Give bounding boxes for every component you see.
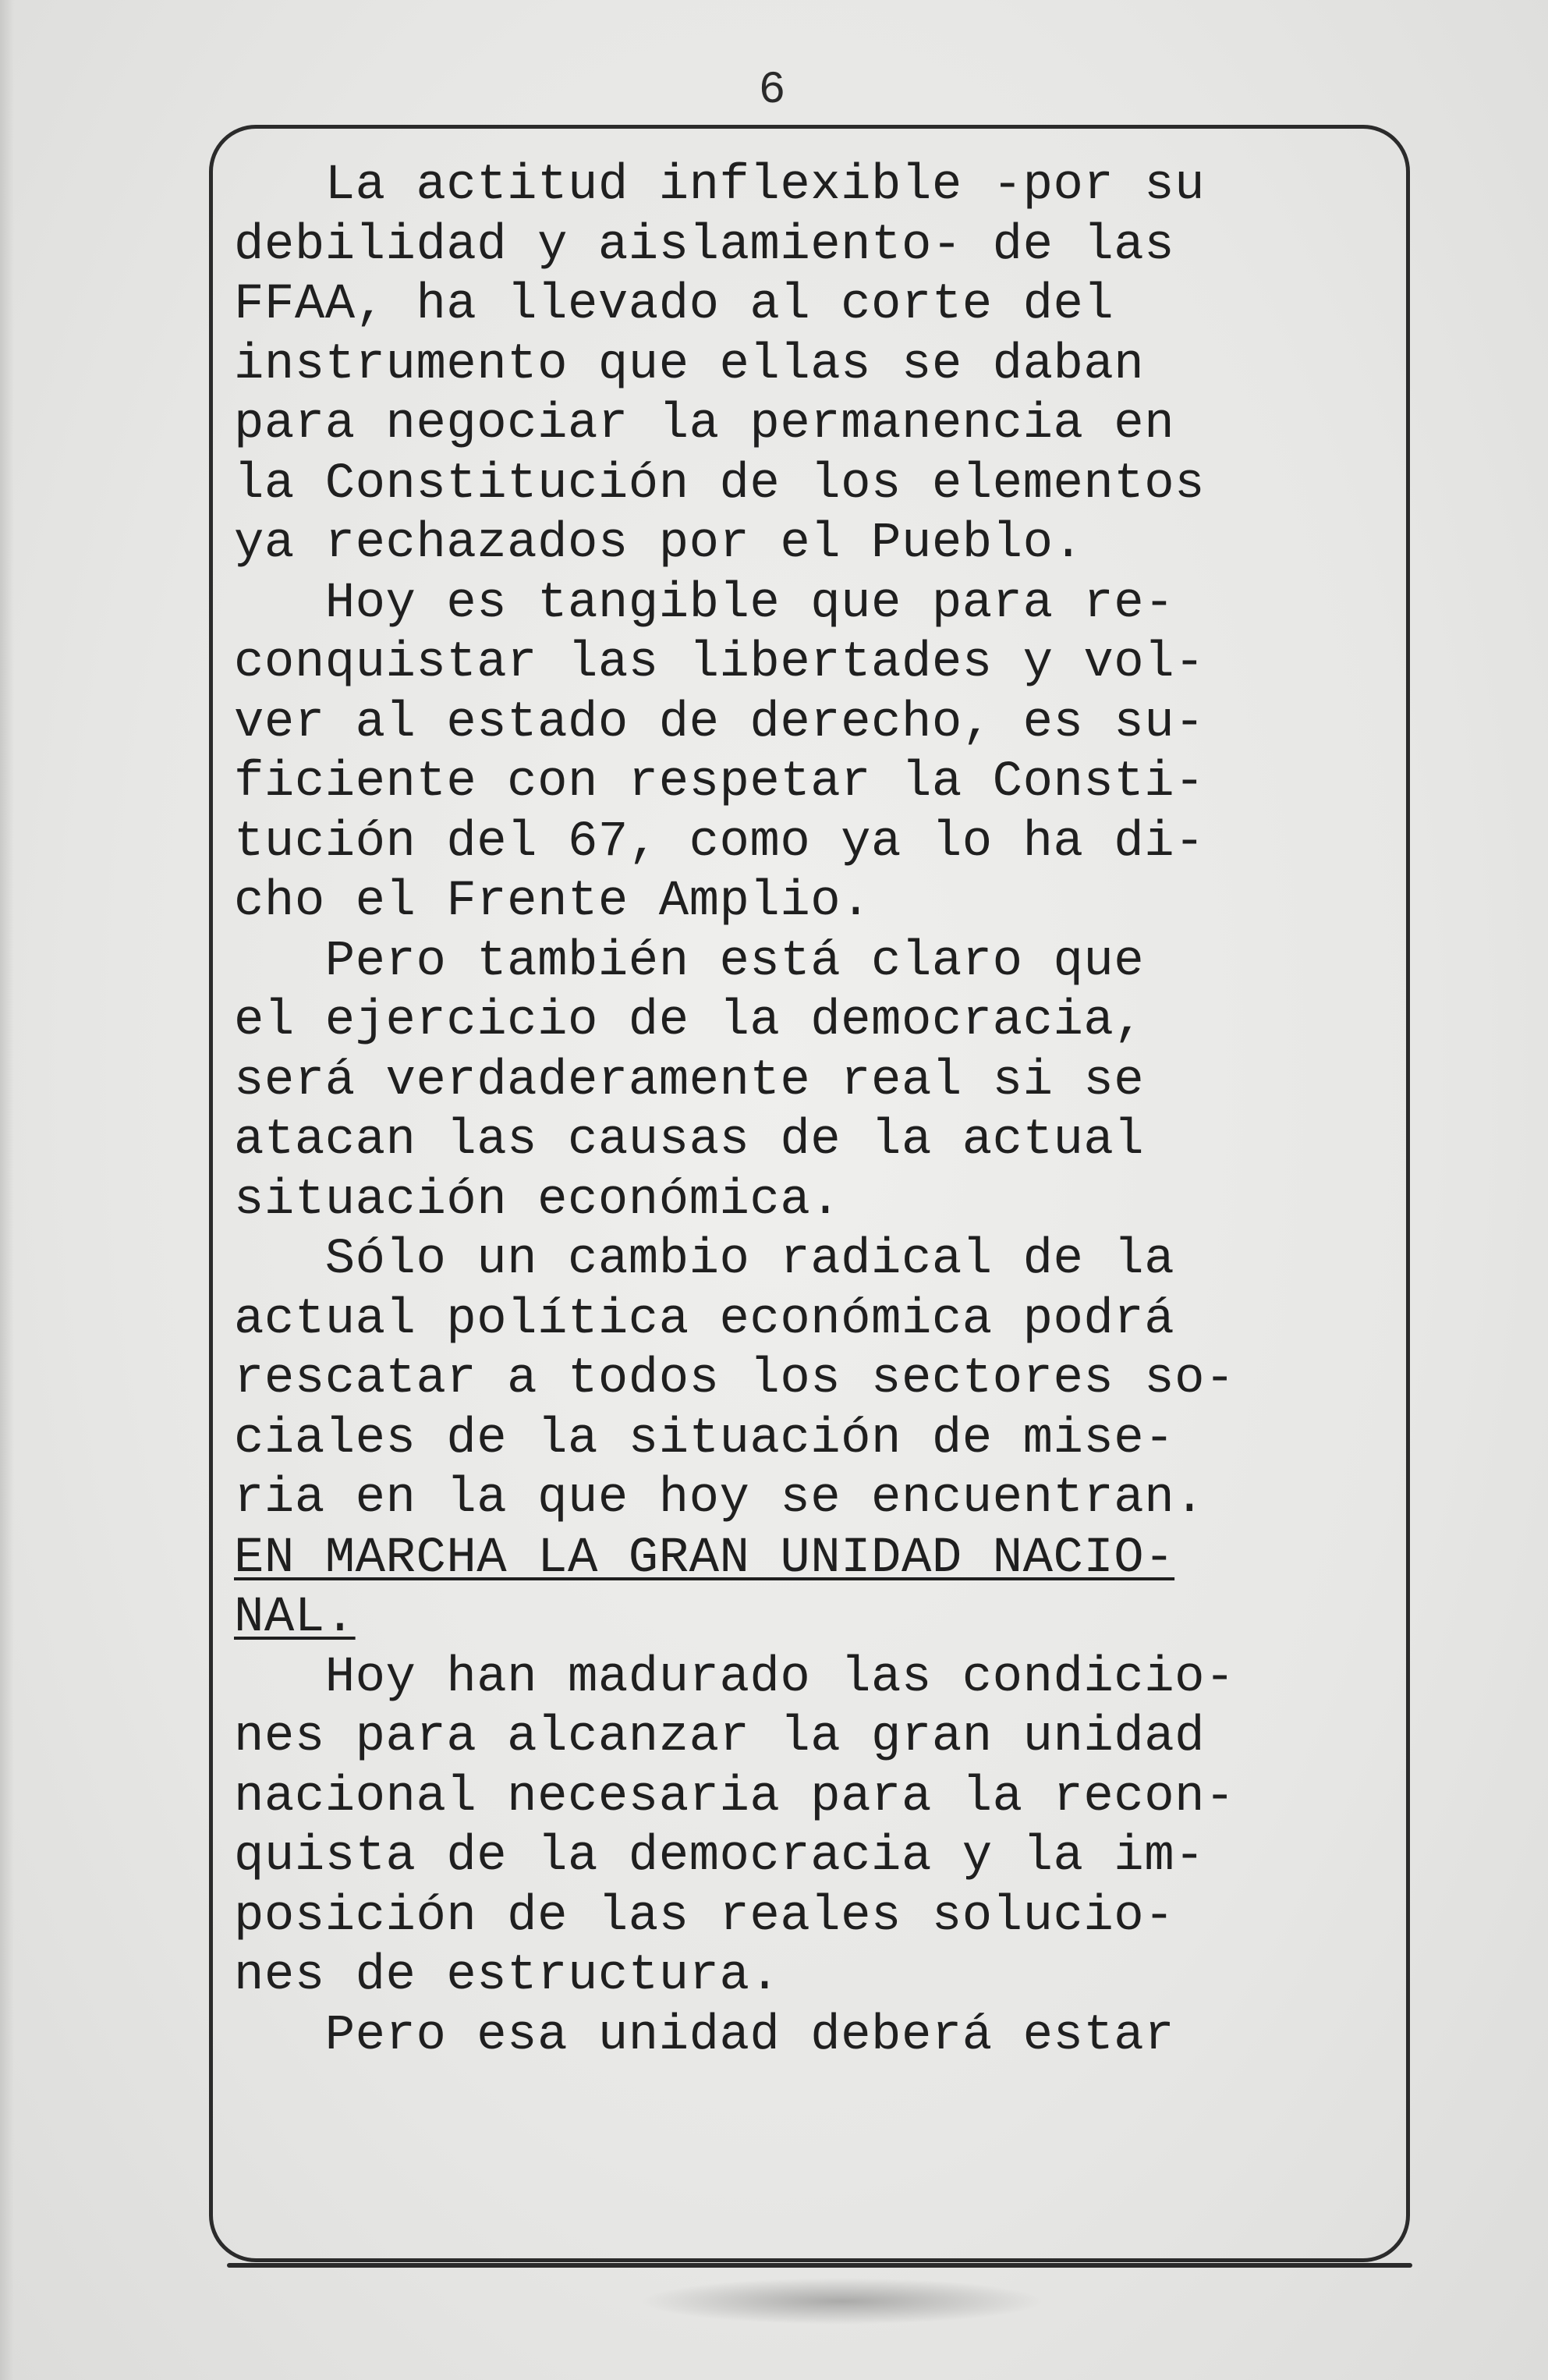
body-line: ciales de la situación de mise- [234, 1410, 1175, 1467]
body-line: ficiente con respetar la Consti- [234, 754, 1205, 810]
body-line: atacan las causas de la actual [234, 1112, 1145, 1169]
document-text [234, 156, 1396, 2066]
body-line: ria en la que hoy se encuentran. [234, 1470, 1205, 1527]
body-line: debilidad y aislamiento- de las [234, 217, 1175, 274]
body-line: rescatar a todos los sectores so- [234, 1351, 1235, 1407]
body-line: el ejercicio de la democracia, [234, 993, 1145, 1049]
paper-edge-shadow [0, 0, 14, 2380]
body-line: la Constitución de los elementos [234, 456, 1205, 513]
body-line: instrumento que ellas se daban [234, 336, 1145, 393]
body-line: ver al estado de derecho, es su- [234, 694, 1205, 751]
section-line: quista de la democracia y la im- [234, 1828, 1205, 1885]
body-line: Pero también está claro que [234, 933, 1145, 990]
body-line: ya rechazados por el Pueblo. [234, 516, 1084, 572]
body-line: para negociar la permanencia en [234, 396, 1175, 452]
body-line: conquistar las libertades y vol- [234, 635, 1205, 691]
body-line: tución del 67, como ya lo ha di- [234, 814, 1205, 871]
body-line: Hoy es tangible que para re- [234, 575, 1175, 632]
body-line: actual política económica podrá [234, 1291, 1175, 1348]
body-line: FFAA, ha llevado al corte del [234, 277, 1114, 333]
section-line: Pero esa unidad deberá estar [234, 2007, 1175, 2064]
section-line: nes para alcanzar la gran unidad [234, 1709, 1205, 1765]
ink-smudge [639, 2278, 1045, 2325]
section-line: nes de estructura. [234, 1948, 781, 2004]
section-heading: NAL. [234, 1590, 356, 1646]
body-line: cho el Frente Amplio. [234, 874, 872, 930]
section-heading: EN MARCHA LA GRAN UNIDAD NACIO- [234, 1530, 1175, 1587]
body-line: Sólo un cambio radical de la [234, 1232, 1175, 1288]
section-line: nacional necesaria para la recon- [234, 1768, 1235, 1825]
section-line: Hoy han madurado las condicio- [234, 1649, 1235, 1706]
body-line: será verdaderamente real si se [234, 1052, 1145, 1109]
body-line: situación económica. [234, 1172, 841, 1229]
section-line: posición de las reales solucio- [234, 1888, 1175, 1945]
body-line: La actitud inflexible -por su [234, 158, 1205, 214]
page-number: 6 [758, 66, 786, 116]
